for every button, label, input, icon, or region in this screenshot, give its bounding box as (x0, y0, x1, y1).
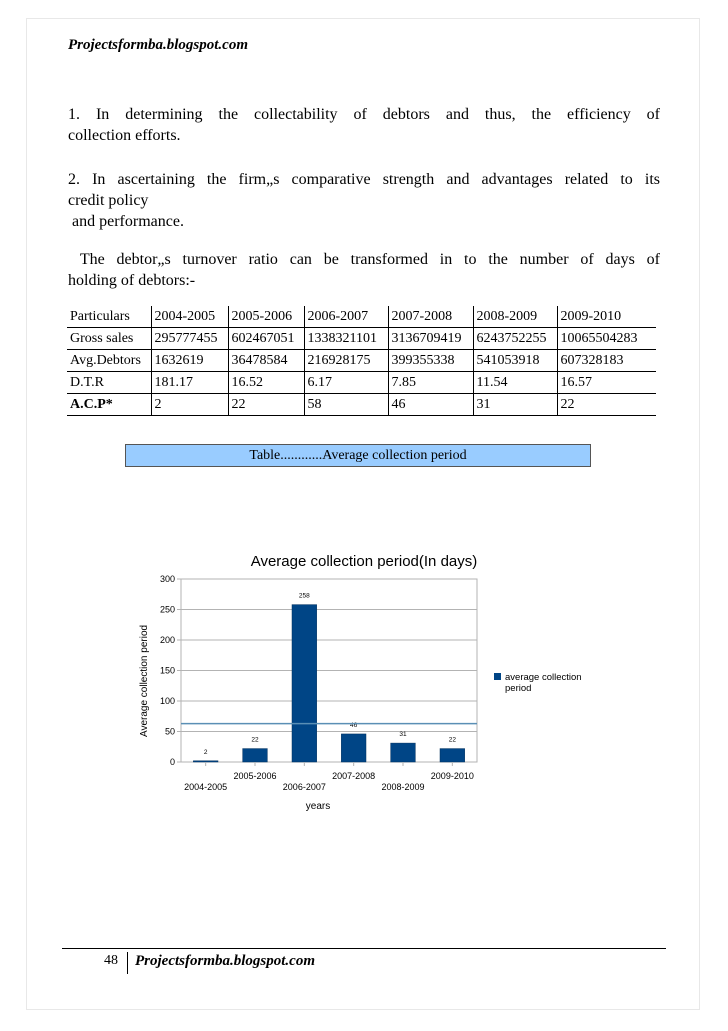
paragraph-3 (68, 249, 660, 291)
bar (440, 749, 465, 762)
bar (341, 734, 366, 762)
data-label: 258 (298, 592, 310, 600)
acp-bar-chart (130, 545, 610, 820)
page-header: Projectsformba.blogspot.com (68, 37, 248, 53)
y-tick-label: 0 (169, 757, 175, 767)
table-cell: 607328183 (557, 350, 656, 372)
paragraph-2-line-2: credit policy (68, 192, 149, 209)
paragraph-2-line-1: 2. In ascertaining the firm„s comparative strength and advantages related to its (68, 171, 660, 188)
x-tick-label: 2005-2006 (233, 771, 277, 781)
table-cell: 58 (304, 394, 388, 416)
x-tick-label: 2007-2008 (332, 771, 376, 781)
x-tick-label: 2008-2009 (381, 782, 425, 792)
x-axis-ticks (184, 762, 474, 792)
table-cell: 6.17 (304, 372, 388, 394)
page-border (26, 18, 700, 1010)
table-caption: Table............Average collection period (125, 444, 591, 467)
legend-swatch (494, 673, 501, 680)
table-row (67, 372, 656, 394)
paragraph-3-line-1: The debtor„s turnover ratio can be transformed in to the number of days of (68, 251, 660, 268)
table-cell: A.C.P* (67, 394, 151, 416)
bar (193, 761, 218, 762)
table-cell: 181.17 (151, 372, 228, 394)
table-header-cell: 2007-2008 (388, 306, 473, 328)
x-tick-label: 2004-2005 (184, 782, 228, 792)
bar (391, 743, 416, 762)
paragraph-1-line-2: collection efforts. (68, 127, 181, 144)
bars (193, 593, 464, 762)
table-cell: 295777455 (151, 328, 228, 350)
legend-label-line-2: period (505, 683, 532, 694)
y-tick-label: 250 (159, 604, 175, 615)
table-cell: 22 (228, 394, 304, 416)
x-tick-label: 2009-2010 (430, 771, 474, 781)
table-cell: Avg.Debtors (67, 350, 151, 372)
table-cell: 46 (388, 394, 473, 416)
y-tick-label: 200 (159, 635, 175, 645)
table-cell: 2 (151, 394, 228, 416)
table-cell: D.T.R (67, 372, 151, 394)
footer-separator (127, 952, 128, 974)
y-axis-ticks (160, 574, 181, 767)
table-cell: 22 (557, 394, 656, 416)
table-header-cell: 2008-2009 (473, 306, 557, 328)
chart-title: Average collection period(In days) (250, 553, 478, 570)
paragraph-3-line-2: holding of debtors:- (68, 272, 196, 289)
paragraph-1-line-1: 1. In determining the collectability of debtors and thus, the efficiency of (68, 106, 660, 123)
x-tick-label: 2006-2007 (282, 782, 326, 792)
table-cell: 3136709419 (388, 328, 473, 350)
bar (292, 605, 317, 762)
table-row (67, 394, 656, 416)
data-label: 22 (251, 736, 259, 744)
table-header-cell: 2009-2010 (557, 306, 656, 328)
y-tick-label: 150 (159, 665, 175, 676)
table-cell: 36478584 (228, 350, 304, 372)
table-cell: 16.57 (557, 372, 656, 394)
table-row (67, 350, 656, 372)
table-cell: 16.52 (228, 372, 304, 394)
legend-label-line-1: average collection (505, 672, 582, 683)
acp-table (67, 306, 656, 416)
footer-divider (62, 948, 666, 949)
table-cell: 7.85 (388, 372, 473, 394)
y-tick-label: 50 (164, 726, 175, 737)
y-tick-label: 300 (159, 574, 175, 584)
footer-site: Projectsformba.blogspot.com (135, 953, 315, 969)
table-cell: 11.54 (473, 372, 557, 394)
data-label: 22 (448, 736, 456, 744)
table-cell: 602467051 (228, 328, 304, 350)
table-header-cell: 2005-2006 (228, 306, 304, 328)
paragraph-2-line-3: and performance. (68, 213, 184, 230)
table-cell: 1338321101 (304, 328, 388, 350)
table-cell: Gross sales (67, 328, 151, 350)
x-axis-label: years (305, 801, 331, 812)
table-header-cell: 2006-2007 (304, 306, 388, 328)
y-axis-label: Average collection period (139, 624, 150, 738)
data-label: 46 (350, 721, 358, 729)
y-tick-label: 100 (159, 696, 175, 706)
paragraph-2 (68, 169, 660, 232)
table-row (67, 328, 656, 350)
table-cell: 399355338 (388, 350, 473, 372)
table-cell: 541053918 (473, 350, 557, 372)
gridlines (181, 579, 477, 762)
table-cell: 6243752255 (473, 328, 557, 350)
data-label: 2 (203, 748, 208, 756)
table-cell: 31 (473, 394, 557, 416)
table-header-cell: 2004-2005 (151, 306, 228, 328)
table-header-cell: Particulars (67, 306, 151, 328)
bar (243, 749, 268, 762)
table-cell: 1632619 (151, 350, 228, 372)
table-cell: 10065504283 (557, 328, 656, 350)
data-label: 31 (399, 731, 407, 739)
table-header-row (67, 306, 656, 328)
page-number: 48 (104, 953, 118, 968)
table-cell: 216928175 (304, 350, 388, 372)
paragraph-1 (68, 104, 660, 146)
